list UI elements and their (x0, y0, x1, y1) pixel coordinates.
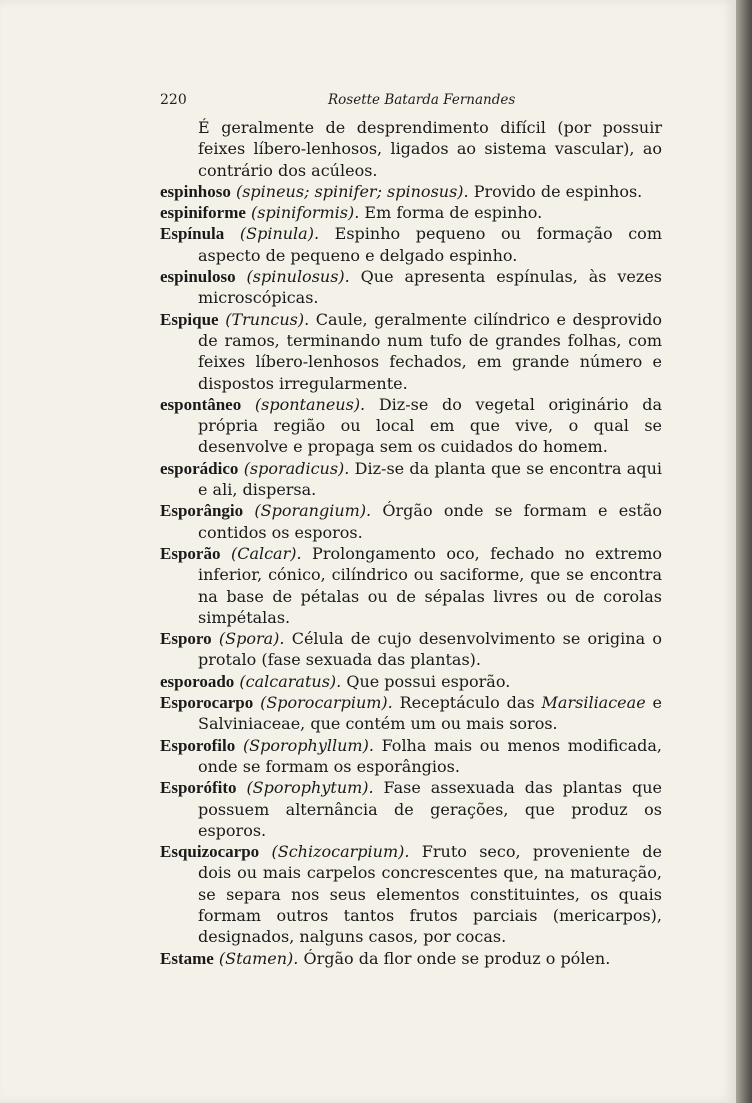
entry-definition: Que possui esporão. (341, 671, 511, 691)
entry-term: espontâneo (160, 394, 242, 414)
entry-latin-name: (calcaratus). (239, 671, 342, 691)
entry-definition: Receptáculo das (392, 693, 542, 713)
glossary-entry (160, 394, 662, 458)
glossary-entry (160, 500, 662, 543)
entry-latin-name: (spineus; spinifer; spinosus). (235, 181, 469, 201)
entry-definition: Caule, geralmente cilíndrico e desprovido de ramos, terminando num tufo de grandes folhas, com feixes líbero-lenhosos fechados, em grande número e dispostos irregularmente. (198, 309, 662, 393)
page-number: 220 (160, 92, 187, 108)
entry-term: Esporo (160, 629, 212, 649)
entry-latin-name: (sporadicus). (243, 458, 350, 478)
entry-latin-name: (spinulosus). (246, 267, 350, 287)
entry-continuation (160, 117, 662, 181)
entry-definition: É geralmente de desprendimento difícil (por possuir feixes líbero-lenhosos, ligados ao sistema vascular), ao contrário dos acúleos. (198, 118, 662, 180)
entry-term: Esporofilo (160, 735, 236, 755)
glossary-entry (160, 181, 662, 202)
entry-term: Esporão (160, 543, 221, 563)
entry-definition: e Salviniaceae, que contém um ou mais soros. (198, 693, 662, 734)
entry-term: Esporófito (160, 778, 237, 798)
entry-term: Espique (160, 309, 219, 329)
running-title: Rosette Batarda Fernandes (328, 92, 516, 108)
entry-definition: Diz-se da planta que se encontra aqui e ali, dispersa. (198, 458, 662, 500)
entry-latin-name: (spontaneus). (254, 394, 366, 414)
glossary-entry (160, 671, 662, 692)
entry-definition: Órgão onde se formam e estão contidos os esporos. (198, 501, 663, 542)
entry-latin-name: (Spora). (218, 629, 285, 649)
glossary-entry (160, 777, 662, 841)
entry-definition: Célula de cujo desenvolvimento se origina o protalo (fase sexuada das plantas). (198, 629, 662, 670)
glossary-entry (160, 692, 662, 735)
entry-definition: Fruto seco, proveniente de dois ou mais carpelos concrescentes que, na maturação, se separa nos seus elementos constituintes, os quais formam outros tantos frutos parciais (mericarpos), designados, nalguns casos, por cocas. (198, 842, 662, 947)
entry-latin-name: (Sporophytum). (246, 778, 374, 798)
entry-definition: Espinho pequeno ou formação com aspecto de pequeno e delgado espinho. (198, 224, 662, 265)
glossary-entry (160, 266, 662, 309)
entry-latin-name: (Schizocarpium). (271, 842, 410, 862)
entry-term: esporoado (160, 671, 235, 691)
glossary-entry (160, 202, 662, 223)
entry-term: Esporocarpo (160, 693, 254, 713)
entry-definition: Que apresenta espínulas, às vezes microscópicas. (198, 267, 663, 308)
entry-term: esporádico (160, 458, 239, 478)
entry-definition: Diz-se do vegetal originário da própria região ou local em que vive, o qual se desenvolve e propaga sem os cuidados do homem. (198, 394, 662, 457)
running-header (160, 92, 660, 114)
glossary-entry (160, 309, 662, 394)
entry-italic-taxon: Marsiliaceae (541, 693, 646, 713)
entry-term: espinhoso (160, 181, 231, 201)
entry-latin-name: (spiniformis). (251, 203, 360, 223)
entry-latin-name: (Stamen). (218, 948, 299, 968)
entry-latin-name: (Calcar). (230, 543, 302, 563)
entry-term: espiniforme (160, 203, 246, 223)
glossary-entry (160, 543, 662, 628)
entry-term: Esporângio (160, 501, 244, 521)
glossary-entry (160, 628, 662, 671)
entry-definition: Provido de espinhos. (468, 181, 643, 201)
glossary-entry (160, 458, 662, 501)
entry-latin-name: (Spinula). (239, 224, 320, 244)
entry-definition: Prolongamento oco, fechado no extremo inferior, cónico, cilíndrico ou saciforme, que se encontra na base de pétalas ou de sépalas livres ou de corolas simpétalas. (198, 543, 663, 627)
entry-term: Estame (160, 948, 214, 968)
entry-definition: Fase assexuada das plantas que possuem alternância de gerações, que produz os esporos. (198, 778, 662, 840)
glossary-entry (160, 948, 662, 969)
entry-definition: Folha mais ou menos modificada, onde se formam os esporângios. (198, 735, 663, 776)
entry-definition: Em forma de espinho. (359, 203, 543, 223)
entry-term: Espínula (160, 224, 225, 244)
entry-latin-name: (Truncus). (225, 309, 310, 329)
glossary-entries (160, 117, 662, 969)
glossary-entry (160, 735, 662, 778)
entry-definition: Órgão da flor onde se produz o pólen. (298, 948, 611, 968)
entry-latin-name: (Sporocarpium). (260, 693, 393, 713)
book-spine-edge (736, 0, 752, 1103)
glossary-entry (160, 223, 662, 266)
entry-term: Esquizocarpo (160, 842, 260, 862)
glossary-entry (160, 841, 662, 947)
entry-latin-name: (Sporophyllum). (242, 735, 374, 755)
entry-latin-name: (Sporangium). (254, 501, 372, 521)
entry-term: espinuloso (160, 267, 236, 287)
